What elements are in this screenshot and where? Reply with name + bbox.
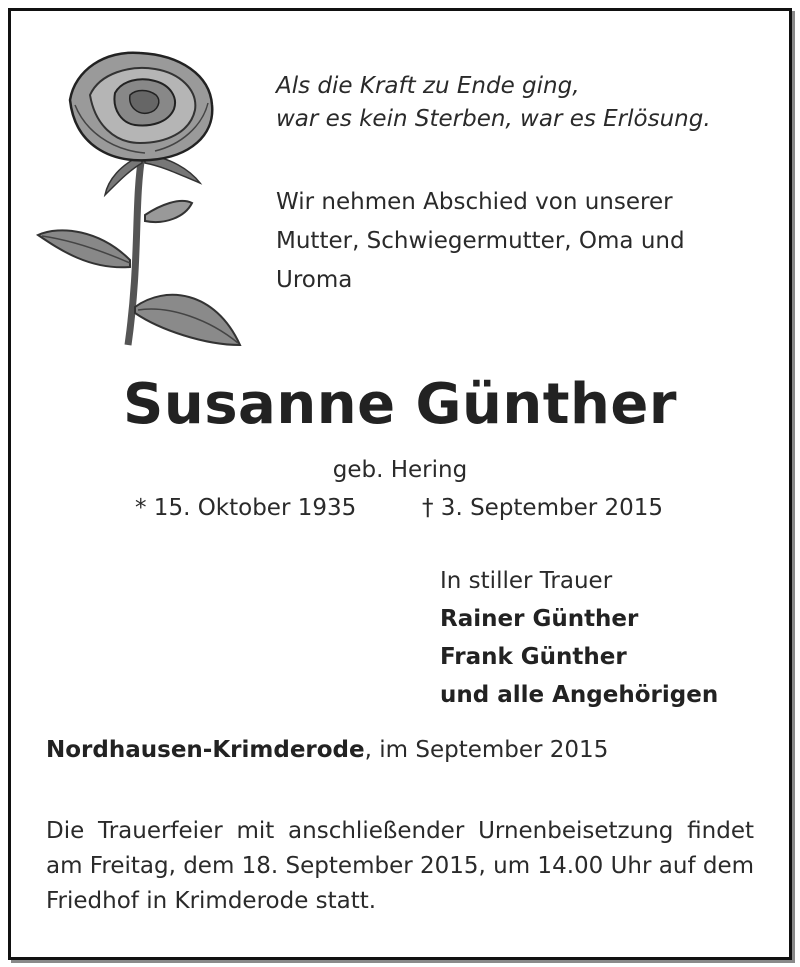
intro-text [276, 183, 685, 300]
maiden-name: geb. Hering [332, 457, 468, 483]
rose-icon [30, 45, 250, 350]
place-date [46, 737, 608, 763]
quote [276, 70, 711, 136]
mourner-name: und alle Angehörigen [440, 682, 719, 708]
death-date: † 3. September 2015 [422, 495, 664, 521]
intro-line: Uroma [276, 267, 353, 293]
place-town: Nordhausen-Krimderode [46, 737, 365, 763]
quote-line: Als die Kraft zu Ende ging, [276, 73, 580, 99]
mourners-block [440, 562, 718, 714]
funeral-notice: Die Trauerfeier mit anschließender Urnenbeisetzung findet am Freitag, dem 18. September 2015, um 14.00 Uhr auf dem Friedhof in Krimderode statt. [46, 818, 755, 914]
intro-line: Mutter, Schwiegermutter, Oma und [276, 228, 685, 254]
mourners-heading: In stiller Trauer [440, 568, 613, 594]
mourner-name: Rainer Günther [440, 606, 639, 632]
place-date-text: , im September 2015 [364, 737, 609, 763]
deceased-name: Susanne Günther [123, 372, 677, 437]
intro-line: Wir nehmen Abschied von unserer [276, 189, 673, 215]
mourner-name: Frank Günther [440, 644, 627, 670]
birth-date: * 15. Oktober 1935 [135, 495, 357, 521]
quote-line: war es kein Sterben, war es Erlösung. [276, 106, 711, 132]
